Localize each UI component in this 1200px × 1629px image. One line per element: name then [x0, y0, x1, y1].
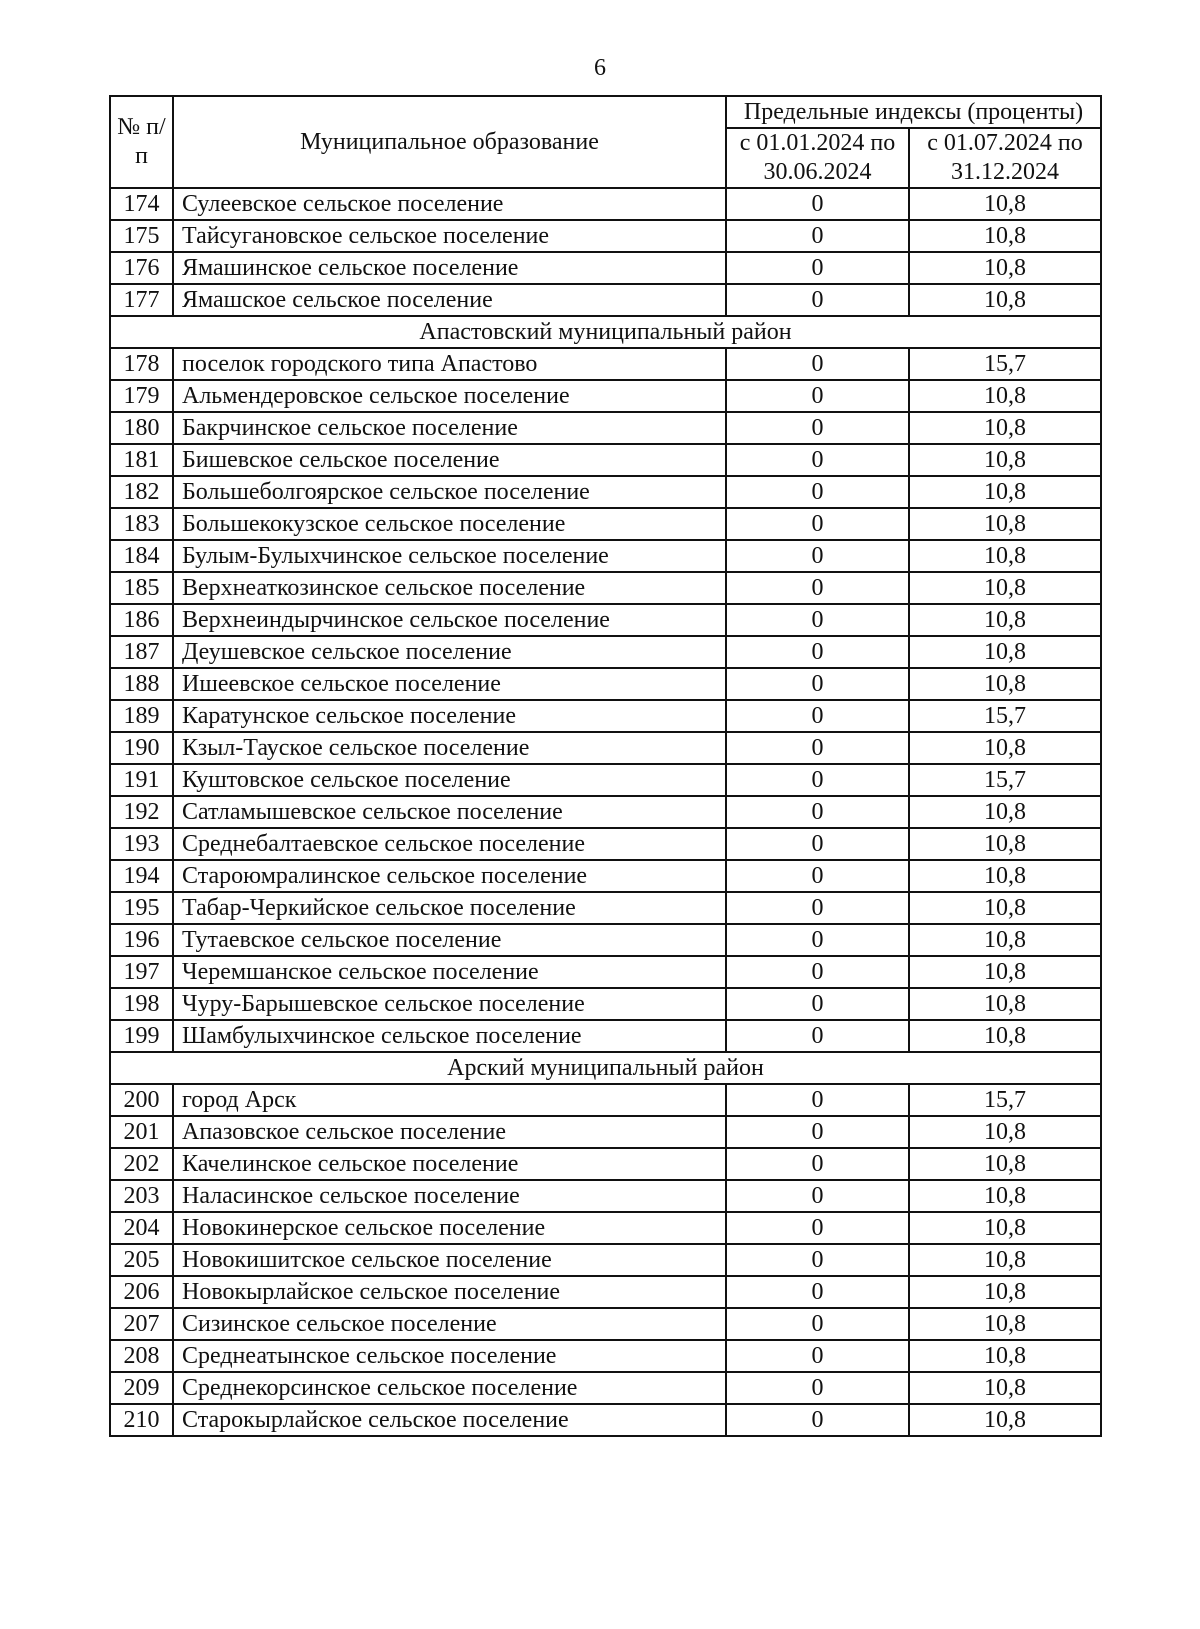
row-index-period-2: 15,7	[909, 700, 1101, 732]
row-index-period-1: 0	[726, 572, 909, 604]
row-municipality: Шамбулыхчинское сельское поселение	[173, 1020, 726, 1052]
row-index-period-1: 0	[726, 1116, 909, 1148]
row-municipality: Среднебалтаевское сельское поселение	[173, 828, 726, 860]
row-number: 177	[110, 284, 173, 316]
row-index-period-1: 0	[726, 604, 909, 636]
row-index-period-1: 0	[726, 1340, 909, 1372]
row-index-period-1: 0	[726, 284, 909, 316]
table-row	[110, 956, 1101, 988]
row-index-period-2: 10,8	[909, 508, 1101, 540]
table-row	[110, 860, 1101, 892]
row-index-period-1: 0	[726, 252, 909, 284]
row-index-period-2: 10,8	[909, 412, 1101, 444]
row-index-period-2: 10,8	[909, 636, 1101, 668]
row-number: 191	[110, 764, 173, 796]
row-index-period-1: 0	[726, 412, 909, 444]
row-index-period-2: 10,8	[909, 604, 1101, 636]
row-index-period-1: 0	[726, 1372, 909, 1404]
row-index-period-2: 10,8	[909, 668, 1101, 700]
row-municipality: Верхнеиндырчинское сельское поселение	[173, 604, 726, 636]
row-municipality: Сулеевское сельское поселение	[173, 188, 726, 220]
row-index-period-2: 10,8	[909, 220, 1101, 252]
table-row	[110, 188, 1101, 220]
row-index-period-1: 0	[726, 188, 909, 220]
table-row	[110, 988, 1101, 1020]
row-index-period-1: 0	[726, 540, 909, 572]
header-period-2: с 01.07.2024 по 31.12.2024	[909, 128, 1101, 188]
row-index-period-1: 0	[726, 1020, 909, 1052]
row-municipality: Бишевское сельское поселение	[173, 444, 726, 476]
row-number: 179	[110, 380, 173, 412]
row-index-period-1: 0	[726, 1404, 909, 1436]
table-row	[110, 348, 1101, 380]
row-number: 206	[110, 1276, 173, 1308]
row-municipality: Табар-Черкийское сельское поселение	[173, 892, 726, 924]
row-number: 207	[110, 1308, 173, 1340]
row-index-period-1: 0	[726, 1244, 909, 1276]
row-number: 182	[110, 476, 173, 508]
row-index-period-1: 0	[726, 1180, 909, 1212]
row-number: 205	[110, 1244, 173, 1276]
row-index-period-2: 10,8	[909, 1180, 1101, 1212]
row-number: 208	[110, 1340, 173, 1372]
row-index-period-2: 10,8	[909, 796, 1101, 828]
table-row	[110, 412, 1101, 444]
row-index-period-1: 0	[726, 380, 909, 412]
row-index-period-2: 10,8	[909, 732, 1101, 764]
table-row	[110, 540, 1101, 572]
row-index-period-1: 0	[726, 1084, 909, 1116]
row-municipality: Куштовское сельское поселение	[173, 764, 726, 796]
row-index-period-1: 0	[726, 860, 909, 892]
row-index-period-1: 0	[726, 668, 909, 700]
row-municipality: Наласинское сельское поселение	[173, 1180, 726, 1212]
table-row	[110, 1148, 1101, 1180]
row-index-period-2: 10,8	[909, 860, 1101, 892]
row-index-period-2: 15,7	[909, 1084, 1101, 1116]
row-municipality: Новокинерское сельское поселение	[173, 1212, 726, 1244]
table-row	[110, 284, 1101, 316]
row-municipality: Апазовское сельское поселение	[173, 1116, 726, 1148]
row-index-period-2: 10,8	[909, 988, 1101, 1020]
row-number: 178	[110, 348, 173, 380]
row-index-period-1: 0	[726, 220, 909, 252]
table-row	[110, 700, 1101, 732]
row-index-period-1: 0	[726, 700, 909, 732]
row-number: 204	[110, 1212, 173, 1244]
row-number: 193	[110, 828, 173, 860]
row-municipality: Сатламышевское сельское поселение	[173, 796, 726, 828]
page-number: 6	[594, 55, 606, 81]
row-municipality: Среднеатынское сельское поселение	[173, 1340, 726, 1372]
section-title: Арский муниципальный район	[110, 1052, 1101, 1084]
table-row	[110, 732, 1101, 764]
row-index-period-1: 0	[726, 828, 909, 860]
section-title: Апастовский муниципальный район	[110, 316, 1101, 348]
table-row	[110, 636, 1101, 668]
header-period-1: с 01.01.2024 по 30.06.2024	[726, 128, 909, 188]
table-header	[110, 96, 1101, 188]
table-row	[110, 1212, 1101, 1244]
section-row	[110, 316, 1101, 348]
row-index-period-2: 10,8	[909, 1116, 1101, 1148]
row-municipality: Старокырлайское сельское поселение	[173, 1404, 726, 1436]
table-row	[110, 1340, 1101, 1372]
table-row	[110, 1372, 1101, 1404]
table-row	[110, 1116, 1101, 1148]
row-number: 190	[110, 732, 173, 764]
row-index-period-1: 0	[726, 764, 909, 796]
row-number: 200	[110, 1084, 173, 1116]
table-row	[110, 604, 1101, 636]
row-number: 184	[110, 540, 173, 572]
row-number: 186	[110, 604, 173, 636]
row-index-period-2: 10,8	[909, 540, 1101, 572]
header-municipality: Муниципальное образование	[173, 96, 726, 188]
row-index-period-1: 0	[726, 1308, 909, 1340]
row-number: 201	[110, 1116, 173, 1148]
row-number: 175	[110, 220, 173, 252]
row-number: 192	[110, 796, 173, 828]
row-index-period-2: 10,8	[909, 892, 1101, 924]
table-row	[110, 508, 1101, 540]
row-index-period-2: 10,8	[909, 476, 1101, 508]
table-row	[110, 764, 1101, 796]
table-row	[110, 476, 1101, 508]
row-municipality: Тутаевское сельское поселение	[173, 924, 726, 956]
row-municipality: Большекокузское сельское поселение	[173, 508, 726, 540]
table-row	[110, 828, 1101, 860]
row-index-period-2: 10,8	[909, 1276, 1101, 1308]
row-municipality: Булым-Булыхчинское сельское поселение	[173, 540, 726, 572]
row-municipality: Староюмралинское сельское поселение	[173, 860, 726, 892]
row-index-period-2: 10,8	[909, 284, 1101, 316]
table-row	[110, 1276, 1101, 1308]
row-index-period-1: 0	[726, 508, 909, 540]
row-municipality: Ямашское сельское поселение	[173, 284, 726, 316]
row-number: 185	[110, 572, 173, 604]
row-municipality: Среднекорсинское сельское поселение	[173, 1372, 726, 1404]
table-row	[110, 444, 1101, 476]
table-row	[110, 924, 1101, 956]
table-row	[110, 796, 1101, 828]
row-index-period-1: 0	[726, 348, 909, 380]
row-index-period-1: 0	[726, 956, 909, 988]
row-number: 194	[110, 860, 173, 892]
row-municipality: Деушевское сельское поселение	[173, 636, 726, 668]
row-index-period-2: 10,8	[909, 572, 1101, 604]
row-number: 196	[110, 924, 173, 956]
row-index-period-2: 10,8	[909, 1340, 1101, 1372]
row-municipality: Альмендеровское сельское поселение	[173, 380, 726, 412]
row-number: 187	[110, 636, 173, 668]
row-index-period-2: 10,8	[909, 828, 1101, 860]
row-index-period-2: 10,8	[909, 444, 1101, 476]
row-municipality: Ямашинское сельское поселение	[173, 252, 726, 284]
row-municipality: Тайсугановское сельское поселение	[173, 220, 726, 252]
row-municipality: Верхнеаткозинское сельское поселение	[173, 572, 726, 604]
table-row	[110, 380, 1101, 412]
table-row	[110, 892, 1101, 924]
row-index-period-1: 0	[726, 636, 909, 668]
row-number: 198	[110, 988, 173, 1020]
row-index-period-1: 0	[726, 444, 909, 476]
row-index-period-2: 10,8	[909, 1020, 1101, 1052]
row-municipality: Бакрчинское сельское поселение	[173, 412, 726, 444]
table-row	[110, 1244, 1101, 1276]
row-index-period-1: 0	[726, 924, 909, 956]
row-number: 176	[110, 252, 173, 284]
table-body	[110, 188, 1101, 1436]
row-index-period-2: 10,8	[909, 188, 1101, 220]
row-municipality: город Арск	[173, 1084, 726, 1116]
row-number: 181	[110, 444, 173, 476]
row-index-period-2: 10,8	[909, 924, 1101, 956]
row-municipality: Новокишитское сельское поселение	[173, 1244, 726, 1276]
row-number: 199	[110, 1020, 173, 1052]
row-index-period-2: 10,8	[909, 380, 1101, 412]
row-number: 197	[110, 956, 173, 988]
row-number: 180	[110, 412, 173, 444]
row-index-period-1: 0	[726, 796, 909, 828]
row-municipality: Качелинское сельское поселение	[173, 1148, 726, 1180]
row-number: 188	[110, 668, 173, 700]
row-index-period-1: 0	[726, 1212, 909, 1244]
row-municipality: поселок городского типа Апастово	[173, 348, 726, 380]
header-num: № п/п	[110, 96, 173, 188]
row-municipality: Черемшанское сельское поселение	[173, 956, 726, 988]
row-number: 202	[110, 1148, 173, 1180]
row-municipality: Кзыл-Тауское сельское поселение	[173, 732, 726, 764]
row-number: 209	[110, 1372, 173, 1404]
row-index-period-1: 0	[726, 476, 909, 508]
row-index-period-1: 0	[726, 892, 909, 924]
row-municipality: Новокырлайское сельское поселение	[173, 1276, 726, 1308]
table-row	[110, 572, 1101, 604]
row-index-period-1: 0	[726, 988, 909, 1020]
row-index-period-2: 15,7	[909, 348, 1101, 380]
row-number: 203	[110, 1180, 173, 1212]
row-index-period-2: 10,8	[909, 1404, 1101, 1436]
table-row	[110, 1180, 1101, 1212]
row-municipality: Чуру-Барышевское сельское поселение	[173, 988, 726, 1020]
table-row	[110, 668, 1101, 700]
row-number: 210	[110, 1404, 173, 1436]
row-index-period-2: 10,8	[909, 1308, 1101, 1340]
table-row	[110, 1084, 1101, 1116]
row-municipality: Большеболгоярское сельское поселение	[173, 476, 726, 508]
row-index-period-1: 0	[726, 732, 909, 764]
row-municipality: Каратунское сельское поселение	[173, 700, 726, 732]
row-number: 183	[110, 508, 173, 540]
row-index-period-2: 10,8	[909, 956, 1101, 988]
row-index-period-2: 10,8	[909, 252, 1101, 284]
tariff-index-table	[109, 95, 1102, 1437]
table-row	[110, 252, 1101, 284]
table-row	[110, 1404, 1101, 1436]
header-indices: Предельные индексы (проценты)	[726, 96, 1101, 128]
table-row	[110, 220, 1101, 252]
row-index-period-2: 10,8	[909, 1372, 1101, 1404]
table-row	[110, 1020, 1101, 1052]
row-index-period-1: 0	[726, 1148, 909, 1180]
row-index-period-1: 0	[726, 1276, 909, 1308]
row-municipality: Ишеевское сельское поселение	[173, 668, 726, 700]
row-index-period-2: 15,7	[909, 764, 1101, 796]
row-index-period-2: 10,8	[909, 1244, 1101, 1276]
row-number: 189	[110, 700, 173, 732]
row-municipality: Сизинское сельское поселение	[173, 1308, 726, 1340]
row-number: 195	[110, 892, 173, 924]
row-index-period-2: 10,8	[909, 1212, 1101, 1244]
table-row	[110, 1308, 1101, 1340]
row-index-period-2: 10,8	[909, 1148, 1101, 1180]
section-row	[110, 1052, 1101, 1084]
row-number: 174	[110, 188, 173, 220]
